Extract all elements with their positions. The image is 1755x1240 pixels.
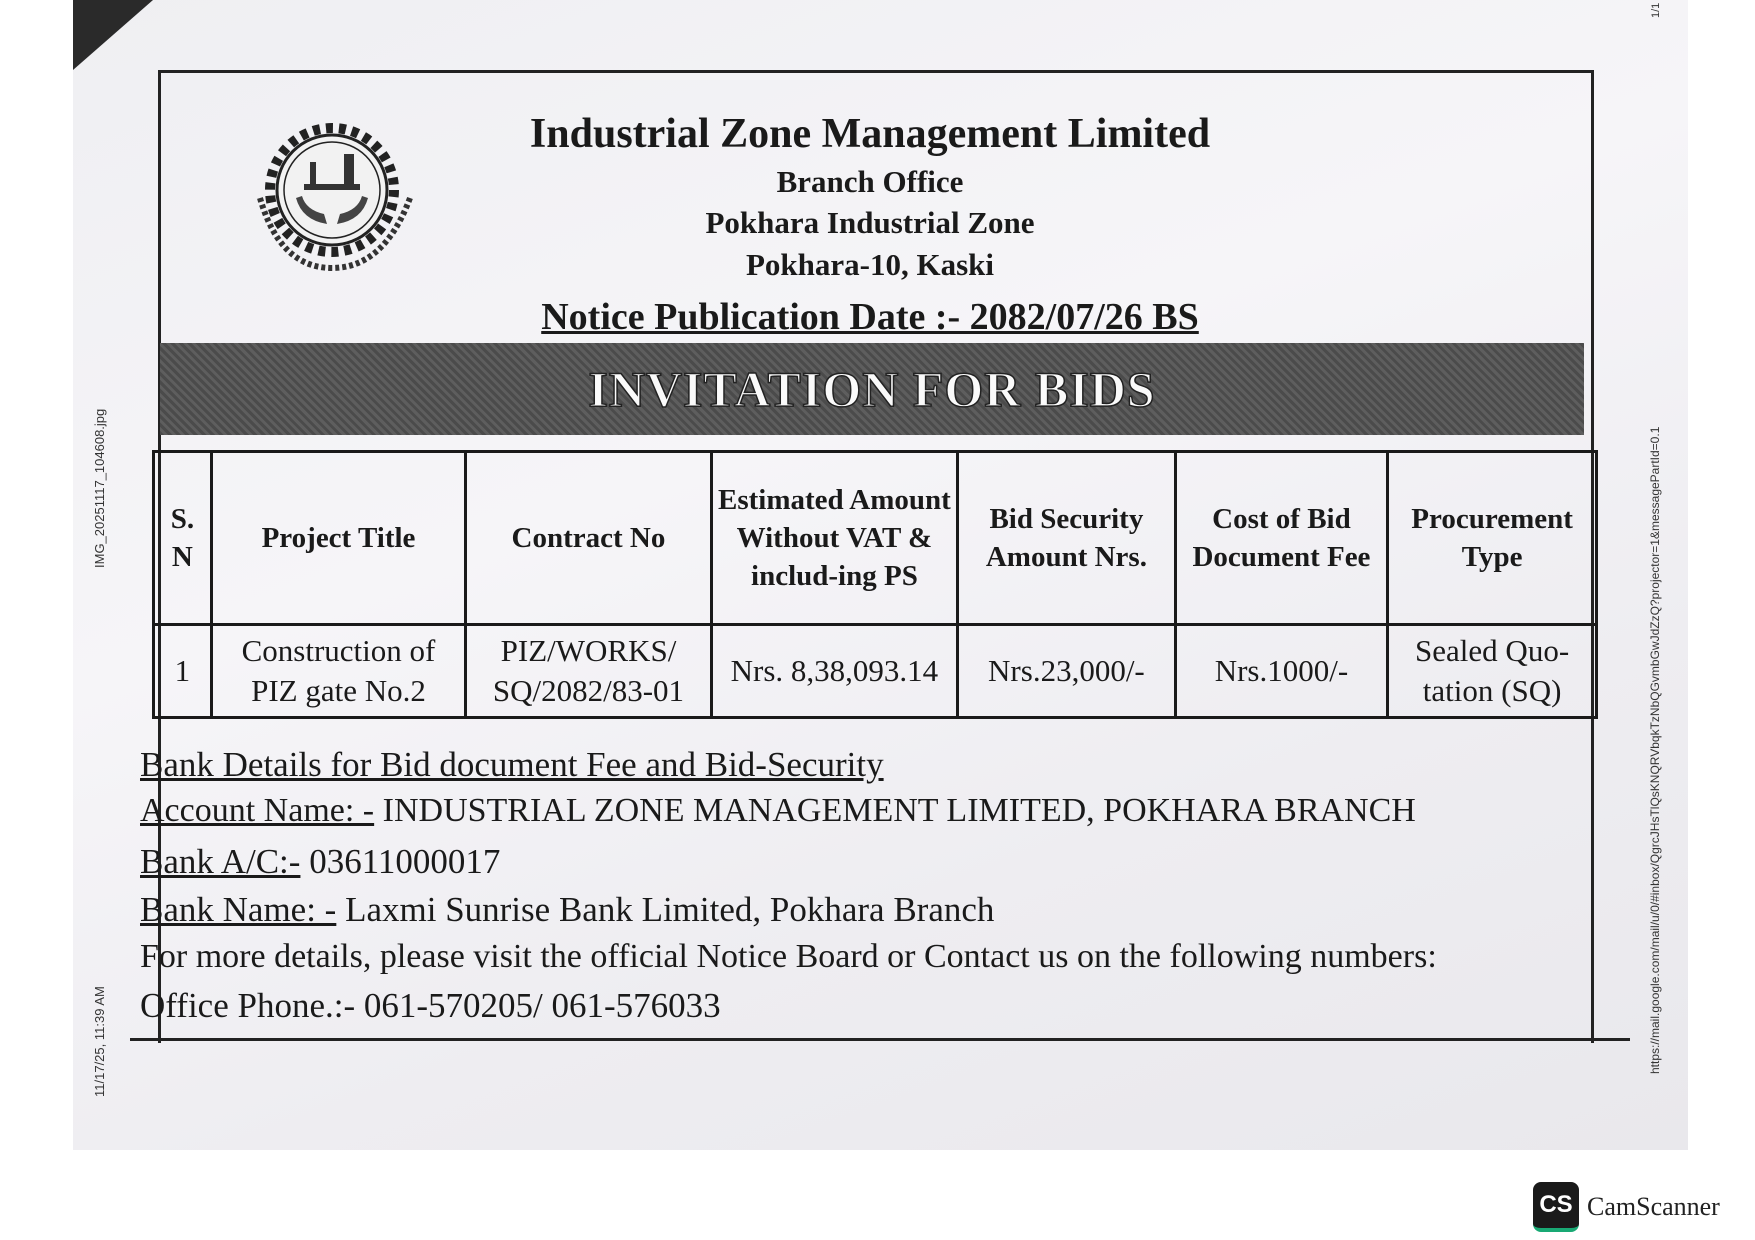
zone-name: Pokhara Industrial Zone bbox=[705, 205, 1035, 240]
bank-name-label: Bank Name: - bbox=[140, 890, 337, 929]
page-corner-shadow bbox=[73, 0, 153, 70]
account-number-value: 03611000017 bbox=[300, 842, 501, 881]
header-sn: S. N bbox=[154, 452, 212, 625]
banner-title: INVITATION FOR BIDS bbox=[588, 361, 1156, 417]
header-contract-no: Contract No bbox=[466, 452, 712, 625]
table-header-row bbox=[154, 452, 1597, 625]
bank-name-line bbox=[140, 890, 994, 930]
company-logo-icon bbox=[250, 118, 430, 278]
cell-project-title: Construction of PIZ gate No.2 bbox=[211, 625, 465, 718]
cell-bid-security: Nrs.23,000/- bbox=[958, 625, 1176, 718]
url-label: https://mail.google.com/mail/u/0/#inbox/QgrcJHsTlQsKNQRVbqkTzNbQGvmbGwJdZzQ?projector=1&messagePartId=0.1 bbox=[1648, 426, 1662, 1074]
filename-label: IMG_20251117_104608.jpg bbox=[92, 408, 107, 568]
header-document-fee: Cost of Bid Document Fee bbox=[1175, 452, 1387, 625]
office-phone: Office Phone.:- 061-570205/ 061-576033 bbox=[140, 986, 721, 1025]
cell-document-fee: Nrs.1000/- bbox=[1175, 625, 1387, 718]
address: Pokhara-10, Kaski bbox=[745, 247, 995, 282]
timestamp-label: 11/17/25, 11:39 AM bbox=[92, 986, 107, 1097]
bid-table bbox=[152, 450, 1598, 719]
camscanner-icon: CS bbox=[1533, 1182, 1579, 1232]
header-bid-security: Bid Security Amount Nrs. bbox=[958, 452, 1176, 625]
camscanner-label: CamScanner bbox=[1587, 1192, 1720, 1221]
camscanner-watermark bbox=[1533, 1182, 1720, 1232]
cell-contract-no: PIZ/WORKS/ SQ/2082/83-01 bbox=[466, 625, 712, 718]
table-row bbox=[154, 625, 1597, 718]
account-name-label: Account Name: - bbox=[140, 792, 375, 829]
cell-procurement-type: Sealed Quo-tation (SQ) bbox=[1388, 625, 1597, 718]
bank-name-value: Laxmi Sunrise Bank Limited, Pokhara Branch bbox=[336, 890, 995, 929]
cell-estimated-amount: Nrs. 8,38,093.14 bbox=[711, 625, 957, 718]
account-number-label: Bank A/C:- bbox=[140, 842, 301, 881]
header-procurement-type: Procurement Type bbox=[1388, 452, 1597, 625]
bottom-rule bbox=[130, 1038, 1630, 1041]
bank-heading: Bank Details for Bid document Fee and Bid-Security bbox=[140, 745, 884, 784]
office-name: Branch Office bbox=[776, 164, 964, 199]
account-name-value: INDUSTRIAL ZONE MANAGEMENT LIMITED, POKHARA BRANCH bbox=[374, 792, 1416, 829]
account-name-line bbox=[140, 792, 1416, 830]
org-name: Industrial Zone Management Limited bbox=[529, 111, 1211, 157]
header-project-title: Project Title bbox=[211, 452, 465, 625]
banner bbox=[160, 343, 1584, 435]
page-number: 1/1 bbox=[1650, 2, 1662, 18]
cell-sn: 1 bbox=[154, 625, 212, 718]
more-details: For more details, please visit the official Notice Board or Contact us on the following numbers: bbox=[140, 938, 1437, 975]
header-estimated-amount: Estimated Amount Without VAT & includ-ing PS bbox=[711, 452, 957, 625]
account-number-line bbox=[140, 842, 500, 882]
notice-date: Notice Publication Date :- 2082/07/26 BS bbox=[541, 296, 1199, 338]
